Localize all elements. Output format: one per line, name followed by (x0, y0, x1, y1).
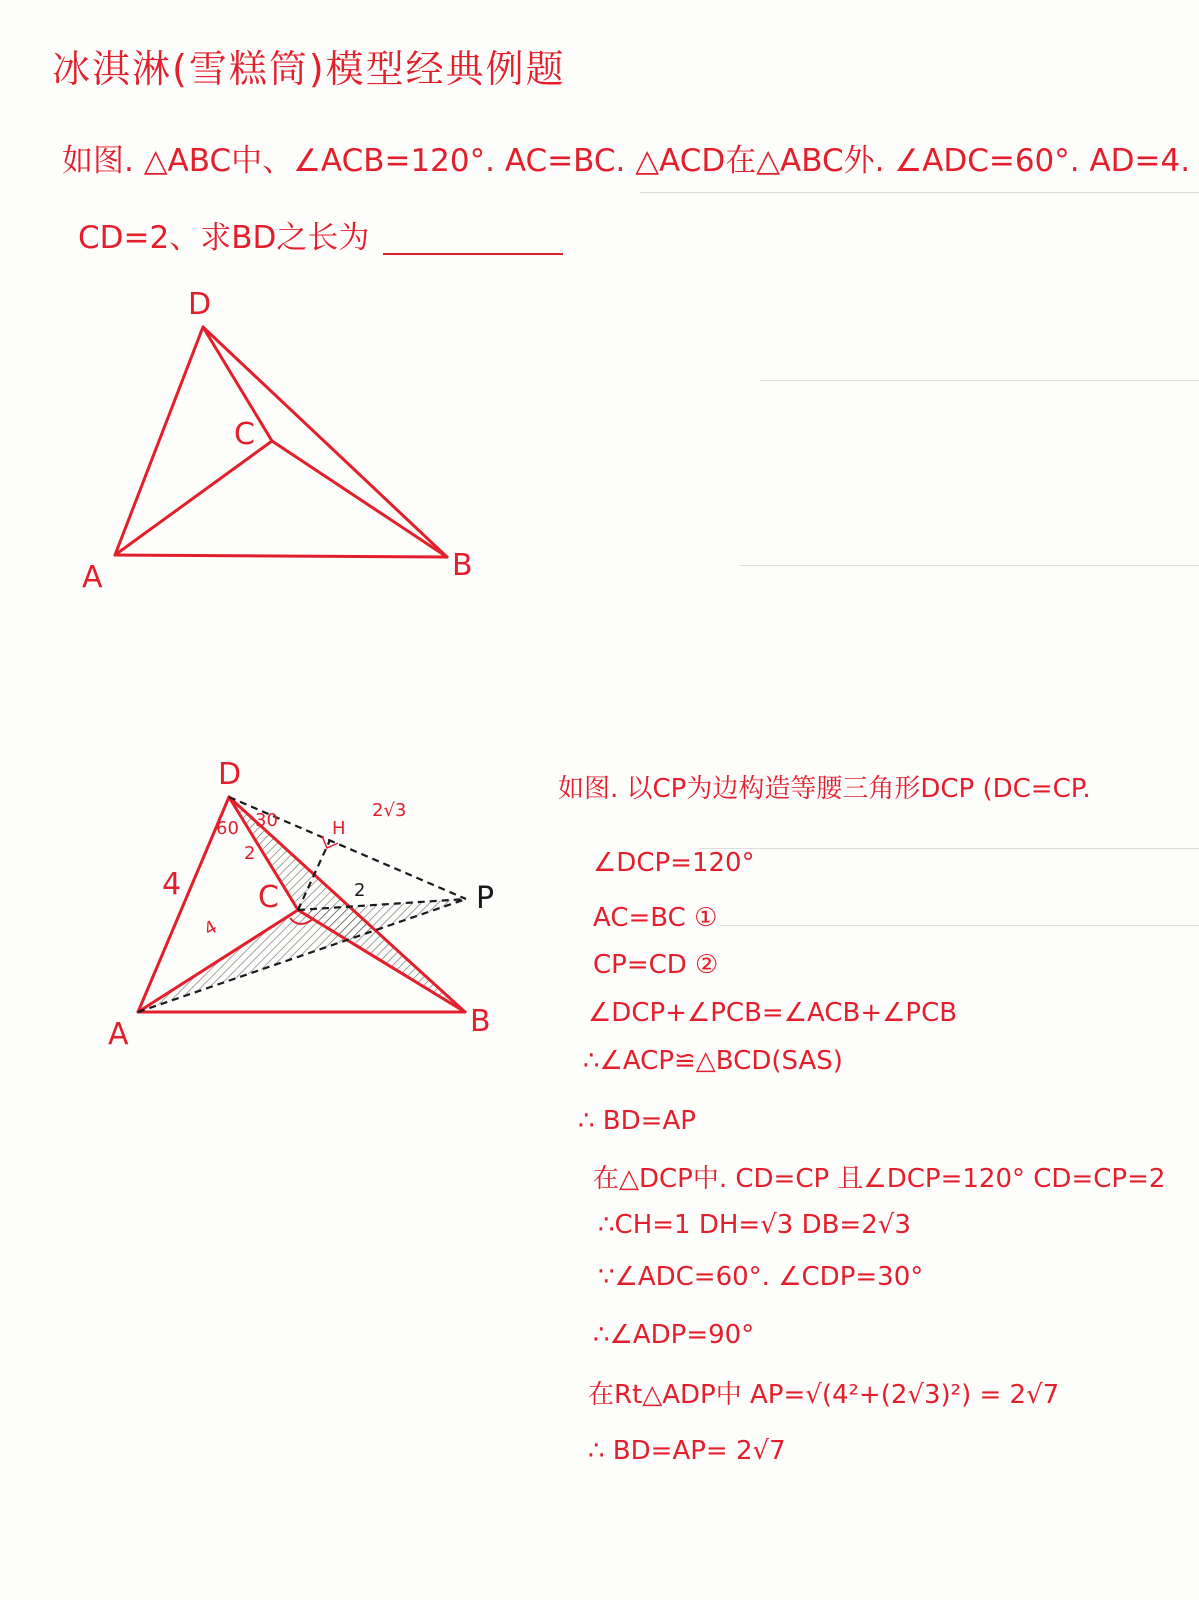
fig2-annotation-ac: 4 (200, 916, 221, 941)
fig1-label-b: B (452, 548, 473, 583)
fig1-label-a: A (82, 560, 103, 595)
solution-step: ∴CH=1 DH=√3 DB=2√3 (598, 1210, 911, 1240)
solution-intro: 如图. 以CP为边构造等腰三角形DCP (DC=CP. (558, 774, 1091, 804)
fig2-label-b: B (470, 1004, 491, 1039)
solution-step: ∴∠ACP≌△BCD(SAS) (583, 1046, 843, 1076)
question-line-1: 如图. △ABC中、∠ACB=120°. AC=BC. △ACD在△ABC外. ∠ADC=60°. AD=4. (62, 143, 1191, 179)
solution-step: ∴∠ADP=90° (593, 1320, 755, 1350)
fig2-label-p: P (476, 881, 495, 916)
solution-step: ∠DCP=120° (593, 848, 755, 878)
solution-step: ∵∠ADC=60°. ∠CDP=30° (598, 1262, 924, 1292)
fig1-label-c: C (234, 417, 255, 452)
page-title: 冰淇淋(雪糕筒)模型经典例题 (52, 47, 566, 91)
fig2-label-c: C (258, 880, 279, 915)
question-line-2: CD=2、求BD之长为 (78, 220, 370, 256)
solution-step: ∴ BD=AP= 2√7 (588, 1436, 786, 1466)
solution-step: ∴ BD=AP (578, 1106, 696, 1136)
fig2-annotation-angle-30: 30 (255, 810, 278, 831)
solution-step: 在△DCP中. CD=CP 且∠DCP=120° CD=CP=2 (593, 1164, 1166, 1194)
solution-step: CP=CD ② (593, 950, 719, 980)
fig2-annotation-dc: 2 (244, 843, 256, 864)
solution-step: 在Rt△ADP中 AP=√(4²+(2√3)²) = 2√7 (588, 1380, 1060, 1410)
fig2-annotation-dp: 2√3 (372, 800, 407, 821)
fig2-label-d: D (218, 757, 242, 792)
fig2-annotation-angle-60: 60 (216, 818, 239, 839)
fig2-label-h: H (332, 818, 346, 839)
fig2-label-a: A (108, 1017, 129, 1052)
solution-step: AC=BC ① (593, 903, 718, 933)
fig2-annotation-ad: 4 (162, 867, 182, 902)
fig1-label-d: D (188, 287, 212, 322)
solution-step: ∠DCP+∠PCB=∠ACB+∠PCB (588, 998, 958, 1028)
fig2-annotation-cp: 2 (354, 880, 366, 901)
